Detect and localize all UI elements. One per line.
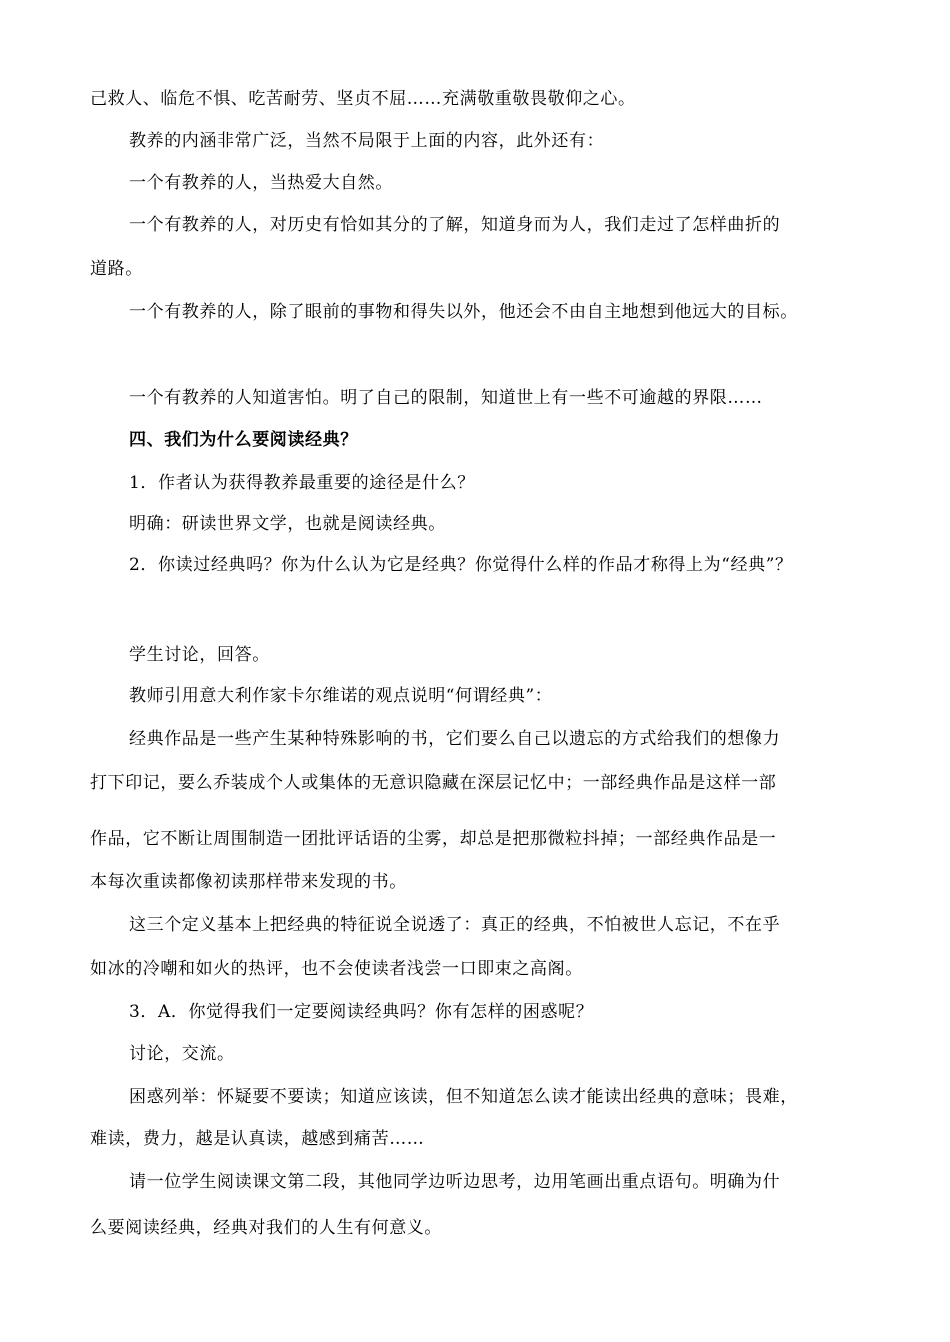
text-line: 讨论，交流。 <box>129 1044 235 1064</box>
text-line: 请一位学生阅读课文第二段，其他同学边听边思考，边用笔画出重点语句。明确为什 <box>129 1172 781 1192</box>
question-line: 2．你读过经典吗？你为什么认为它是经典？你觉得什么样的作品才称得上为“经典”？ <box>129 555 793 575</box>
text-line: 本每次重读都像初读那样带来发现的书。 <box>90 872 407 892</box>
text-line: 这三个定义基本上把经典的特征说全说透了：真正的经典，不怕被世人忘记，不在乎 <box>129 915 781 935</box>
text-line: 一个有教养的人知道害怕。明了自己的限制，知道世上有一些不可逾越的界限…… <box>129 388 763 408</box>
text-line: 教养的内涵非常广泛，当然不局限于上面的内容，此外还有： <box>129 131 605 151</box>
text-line: 一个有教养的人，当热爱大自然。 <box>129 173 393 193</box>
text-line: 学生讨论，回答。 <box>129 645 270 665</box>
text-line: 打下印记，要么乔装成个人或集体的无意识隐藏在深层记忆中；一部经典作品是这样一部 <box>90 773 777 793</box>
text-line: 教师引用意大利作家卡尔维诺的观点说明“何谓经典”： <box>129 686 553 706</box>
section-heading: 四、我们为什么要阅读经典？ <box>129 430 358 450</box>
text-line: 一个有教养的人，对历史有恰如其分的了解，知道身而为人，我们走过了怎样曲折的 <box>129 215 781 235</box>
text-line: 道路。 <box>90 259 143 279</box>
text-line: 一个有教养的人，除了眼前的事物和得失以外，他还会不由自主地想到他远大的目标。 <box>129 302 798 322</box>
text-line: 作品，它不断让周围制造一团批评话语的尘雾，却总是把那微粒抖掉；一部经典作品是一 <box>90 829 777 849</box>
question-line: 1．作者认为获得教养最重要的途径是什么？ <box>129 473 475 493</box>
text-line: 难读，费力，越是认真读，越感到痛苦…… <box>90 1129 425 1149</box>
answer-line: 明确：研读世界文学，也就是阅读经典。 <box>129 514 446 534</box>
text-line: 么要阅读经典，经典对我们的人生有何意义。 <box>90 1218 442 1238</box>
text-line: 困惑列举：怀疑要不要读；知道应该读，但不知道怎么读才能读出经典的意味；畏难， <box>129 1087 798 1107</box>
text-line: 己救人、临危不惧、吃苦耐劳、坚贞不屈……充满敬重敬畏敬仰之心。 <box>90 89 636 109</box>
text-line: 经典作品是一些产生某种特殊影响的书，它们要么自己以遗忘的方式给我们的想像力 <box>129 729 781 749</box>
text-line: 如冰的冷嘲和如火的热评，也不会使读者浅尝一口即束之高阁。 <box>90 959 583 979</box>
question-line: 3．A．你觉得我们一定要阅读经典吗？你有怎样的困惑呢？ <box>129 1002 594 1022</box>
